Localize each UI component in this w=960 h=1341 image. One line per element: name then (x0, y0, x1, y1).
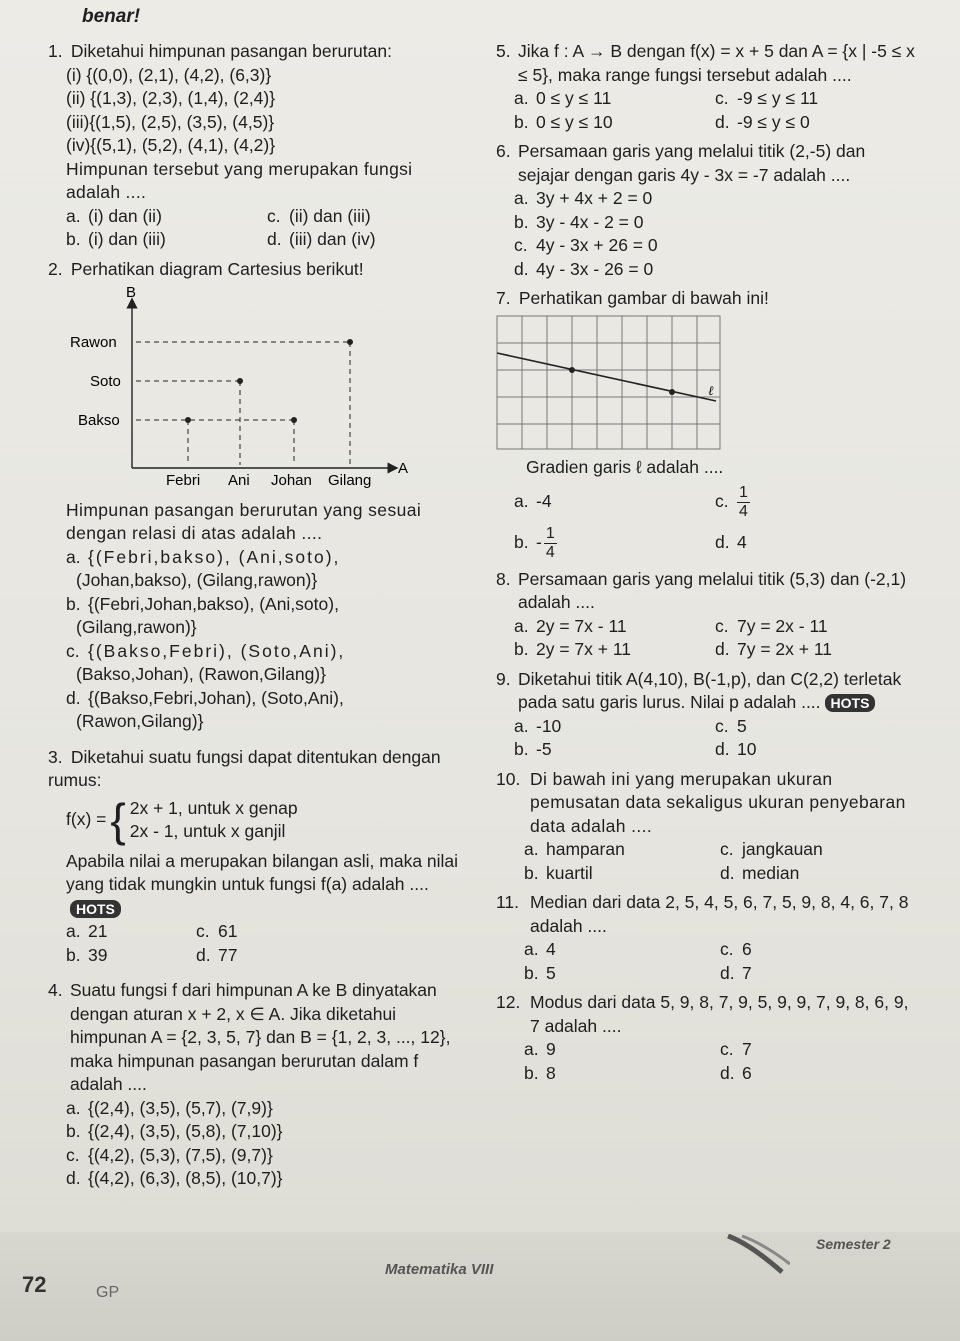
point-gilang-rawon (347, 339, 353, 345)
q1-item: (iv){(5,1), (5,2), (4,1), (4,2)} (66, 135, 276, 155)
q1-item: (iii){(1,5), (2,5), (3,5), (4,5)} (66, 111, 275, 132)
option-b[interactable]: b. {(Febri,Johan,bakso), (Ani,soto), (66, 593, 339, 614)
option-c[interactable]: c. 5 (715, 715, 747, 736)
option-c[interactable]: c. 6 (720, 939, 752, 959)
option-c[interactable]: c. 4y - 3x + 26 = 0 (514, 235, 658, 255)
header-word: benar! (82, 6, 141, 27)
question-6: 6. Persamaan garis yang melalui titik (2,-5) dan sejajar dengan garis 4y - 3x = -7 adalah .... a. 3y + 4x + 2 = 0 b. 3y - 4x - 2 = 0 c. 4y - 3x + 26 = 0 d. 4y - 3x - 26 = 0 (496, 140, 916, 281)
question-10: 10. Di bawah ini yang merupakan ukuran pemusatan data sekaligus ukuran penyebaran data adalah .... a. hamparan c. jangkauan b. kuartil d. median (496, 768, 916, 886)
option-d[interactable]: d. 10 (715, 739, 757, 759)
x-label-febri: Febri (166, 472, 201, 488)
brace-symbol: { (110, 794, 126, 846)
option-b[interactable]: b. 0 ≤ y ≤ 10 (514, 111, 613, 132)
publisher-logo: GP (96, 1284, 120, 1301)
y-label-soto: Soto (90, 373, 121, 390)
option-a[interactable]: a. hamparan (524, 839, 625, 859)
option-a[interactable]: a. {(Febri,bakso), (Ani,soto), (66, 546, 341, 567)
option-c[interactable]: c. {(Bakso,Febri), (Soto,Ani), (66, 640, 346, 661)
hots-badge: HOTS (70, 900, 121, 918)
option-c[interactable]: c. $\frac{1}{4}$ (715, 483, 748, 520)
x-label-ani: Ani (228, 472, 250, 488)
option-a[interactable]: a. (i) dan (ii) (66, 205, 162, 226)
option-a[interactable]: a. 0 ≤ y ≤ 11 (514, 88, 612, 108)
option-a[interactable]: a. 9 (524, 1039, 556, 1059)
question-12: 12. Modus dari data 5, 9, 8, 7, 9, 5, 9, 9, 7, 9, 8, 6, 9, 7 adalah .... a. 9 c. 7 b. 8 d. 6 (496, 991, 916, 1085)
option-c[interactable]: c. 7y = 2x - 11 (715, 615, 828, 636)
book-title: Matematika VIII (385, 1261, 494, 1278)
y-label-bakso: Bakso (78, 412, 120, 429)
option-d[interactable]: d. (iii) dan (iv) (267, 229, 376, 249)
piecewise-function: f(x) = { 2x + 1, untuk x genap 2x - 1, untuk x ganjil (66, 794, 298, 846)
q7-question: Gradien garis ℓ adalah .... (526, 457, 724, 477)
option-b[interactable]: b. 2y = 7x + 11 (514, 639, 632, 659)
option-a[interactable]: a. 21 (66, 921, 108, 941)
question-9: 9. Diketahui titik A(4,10), B(-1,p), dan C(2,2) terletak pada satu garis lurus. Nilai p adalah .... HOTS a. -10 c. 5 b. -5 d. 10 (496, 668, 916, 762)
question-7: 7. Perhatikan gambar di bawah ini! ℓ Gradien garis ℓ adalah .... a. -4 c. $\frac{1}{4}$ b. - $\frac{1}{4}$ d. 4 (496, 287, 916, 562)
option-d[interactable]: d. 4y - 3x - 26 = 0 (514, 258, 654, 279)
option-b[interactable]: b. kuartil (524, 862, 593, 883)
x-axis-label: A (398, 460, 409, 477)
option-b[interactable]: b. 3y - 4x - 2 = 0 (514, 211, 644, 232)
line-grid-figure (496, 315, 721, 450)
option-c[interactable]: c. {(4,2), (5,3), (7,5), (9,7)} (66, 1144, 273, 1165)
right-column (496, 40, 916, 1091)
option-a[interactable]: a. -10 (514, 715, 562, 736)
option-d[interactable]: d. 7y = 2x + 11 (715, 639, 833, 659)
option-b[interactable]: b. - $\frac{1}{4}$ (514, 524, 555, 561)
left-column (48, 40, 468, 1197)
option-d[interactable]: d. 4 (715, 532, 747, 553)
x-label-johan: Johan (271, 472, 312, 488)
option-a[interactable]: a. -4 (514, 491, 552, 512)
question-8: 8. Persamaan garis yang melalui titik (5,3) dan (-2,1) adalah .... a. 2y = 7x - 11 c. 7y = 2x - 11 b. 2y = 7x + 11 d. 7y = 2x + 11 (496, 568, 916, 662)
q1-question: Himpunan tersebut yang merupakan fungsi adalah .... (66, 158, 413, 202)
q2-question: Himpunan pasangan berurutan yang sesuai dengan relasi di atas adalah .... (66, 499, 422, 543)
question-5: 5. Jika f : A → B dengan f(x) = x + 5 dan A = {x | -5 ≤ x ≤ 5}, maka range fungsi tersebut adalah .... a. 0 ≤ y ≤ 11 c. -9 ≤ y ≤ 11 b. 0 ≤ y ≤ 10 d. -9 ≤ y ≤ 0 (496, 40, 916, 134)
option-b[interactable]: b. -5 (514, 739, 552, 759)
question-3: 3. Diketahui suatu fungsi dapat ditentukan dengan rumus: f(x) = { 2x + 1, untuk x genap 2x - 1, untuk x ganjil Apabila nilai a merupakan bilangan asli, maka nilai yang tidak mungkin untuk fungsi f(a) adalah ....HOTS a. 21 c. 61 b. 39 d. 77 (48, 746, 468, 968)
y-axis-label: B (126, 284, 137, 301)
option-b[interactable]: b. {(2,4), (3,5), (5,8), (7,10)} (66, 1121, 283, 1141)
option-b[interactable]: b. 39 (66, 944, 108, 965)
line-point (569, 367, 575, 373)
option-b[interactable]: b. 5 (524, 962, 556, 983)
footer-swoosh-icon (720, 1234, 790, 1274)
point-febri-bakso (185, 417, 191, 423)
y-label-rawon: Rawon (70, 334, 117, 351)
option-d[interactable]: d. {(4,2), (6,3), (8,5), (10,7)} (66, 1168, 283, 1188)
option-c[interactable]: c. -9 ≤ y ≤ 11 (715, 88, 819, 108)
option-d[interactable]: d. -9 ≤ y ≤ 0 (715, 111, 810, 132)
q1-item: (i) {(0,0), (2,1), (4,2), (6,3)} (66, 64, 272, 85)
option-a[interactable]: a. 4 (524, 939, 556, 959)
question-4: 4. Suatu fungsi f dari himpunan A ke B dinyatakan dengan aturan x + 2, x ∈ A. Jika diketahui himpunan A = {2, 3, 5, 7} dan B = {1, 2, 3, ..., 12}, maka himpunan pasangan berurutan dalam f adalah .... a. {(2,4), (3,5), (5,7), (7,9)} b. {(2,4), (3,5), (5,8), (7,10)} c. {(4,2), (5,3), (7,5), (9,7)} d. {(4,2), (6,3), (8,5), (10,7)} (48, 979, 468, 1191)
question-2: 2. Perhatikan diagram Cartesius berikut! B A Rawon Soto Bakso Febri Ani Johan Gilang Himpunan pasangan berurutan yang sesuai dengan relasi di atas adalah .... a. {(Febri,bakso), (Ani,soto), (Johan,bakso), (Gilang,rawon)} b. {(Febri,Johan,bakso), (Ani,soto), (Gilang,rawon)} c. {(Bakso,Febri), (Soto,Ani), (Bakso,Johan), (Rawon,Gilang)} d. {(Bakso,Febri,Johan), (Soto,Ani), (Rawon,Gilang)} (48, 258, 468, 734)
option-a[interactable]: a. {(2,4), (3,5), (5,7), (7,9)} (66, 1097, 273, 1118)
option-b[interactable]: b. (i) dan (iii) (66, 229, 166, 249)
line-point (669, 389, 675, 395)
option-d[interactable]: d. 7 (720, 962, 752, 983)
question-1: 1. Diketahui himpunan pasangan berurutan: (i) {(0,0), (2,1), (4,2), (6,3)} (ii) {(1,3), (2,3), (1,4), (2,4)} (iii){(1,5), (2,5), (3,5), (4,5)} (iv){(5,1), (5,2), (4,1), (4,2)} Himpunan tersebut yang merupakan fungsi adalah .... a. (i) dan (ii) c. (ii) dan (iii) b. (i) dan (iii) d. (iii) dan (iv) (48, 40, 468, 252)
option-c[interactable]: c. (ii) dan (iii) (267, 205, 371, 226)
option-c[interactable]: c. 61 (196, 921, 238, 941)
point-ani-soto (237, 378, 243, 384)
option-b[interactable]: b. 8 (524, 1062, 556, 1083)
option-d[interactable]: d. 6 (720, 1062, 752, 1083)
semester-label: Semester 2 (816, 1236, 891, 1252)
option-d[interactable]: d. {(Bakso,Febri,Johan), (Soto,Ani), (66, 687, 344, 708)
option-a[interactable]: a. 3y + 4x + 2 = 0 (514, 188, 653, 208)
x-label-gilang: Gilang (328, 472, 372, 488)
question-11: 11. Median dari data 2, 5, 4, 5, 6, 7, 5, 9, 8, 4, 6, 7, 8 adalah .... a. 4 c. 6 b. 5 d. 7 (496, 891, 916, 985)
line-label: ℓ (708, 383, 714, 399)
option-a[interactable]: a. 2y = 7x - 11 (514, 615, 627, 636)
option-d[interactable]: d. median (720, 862, 800, 883)
option-c[interactable]: c. 7 (720, 1039, 752, 1059)
hots-badge: HOTS (825, 694, 876, 712)
q1-item: (ii) {(1,3), (2,3), (1,4), (2,4)} (66, 88, 276, 108)
point-johan-bakso (291, 417, 297, 423)
option-c[interactable]: c. jangkauan (720, 839, 823, 859)
line-l (497, 353, 716, 401)
cartesian-diagram (48, 283, 428, 488)
option-d[interactable]: d. 77 (196, 944, 238, 965)
page-number: 72 (22, 1272, 47, 1297)
